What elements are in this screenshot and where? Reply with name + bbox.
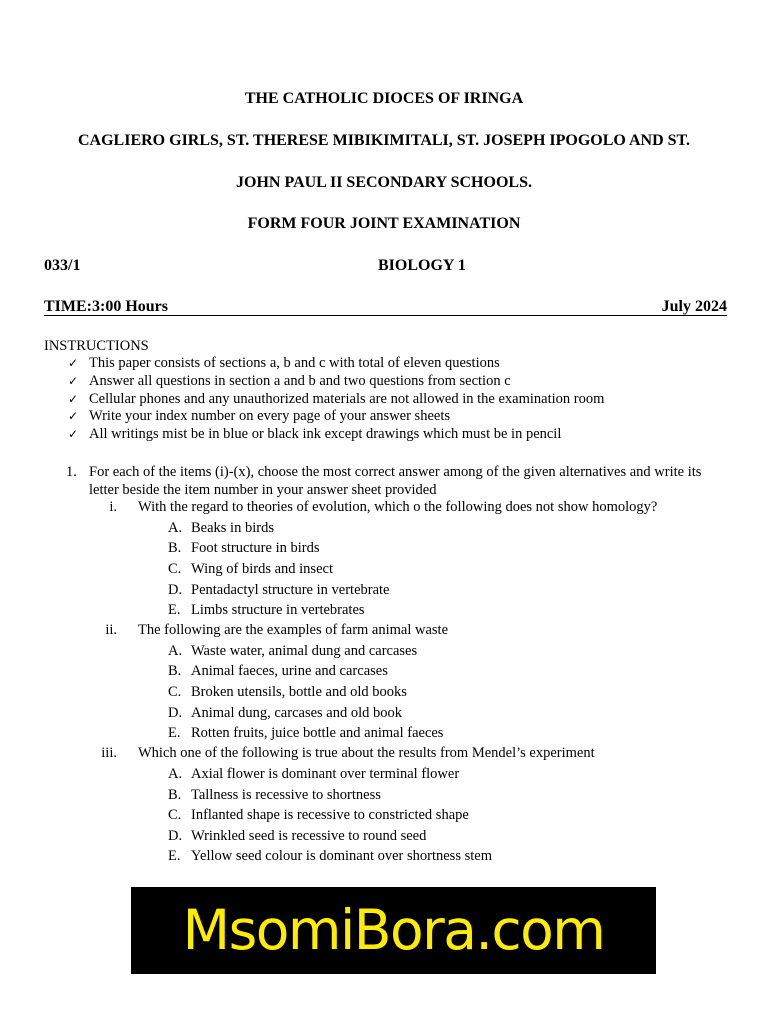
instruction-text: All writings mist be in blue or black ink except drawings which must be in pencil [89,426,562,443]
schools-line-2: JOHN PAUL II SECONDARY SCHOOLS. [236,174,532,191]
item-numeral: ii. [105,622,117,638]
option-letter: D. [168,828,183,844]
option-letter: C. [168,684,182,700]
header-underline [44,315,727,316]
instructions-title: INSTRUCTIONS [44,338,149,354]
option-text: Rotten fruits, juice bottle and animal faeces [191,725,444,741]
diocese-title: THE CATHOLIC DIOCES OF IRINGA [244,90,524,107]
check-icon: ✓ [67,356,79,370]
option-letter: C. [168,561,182,577]
instruction-text: Write your index number on every page of your answer sheets [89,408,450,425]
option-text: Tallness is recessive to shortness [191,787,381,803]
option-text: Yellow seed colour is dominant over shortness stem [191,848,492,864]
option-letter: D. [168,705,183,721]
item-numeral: iii. [101,745,117,761]
option-text: Animal faeces, urine and carcases [191,663,388,679]
option-letter: B. [168,663,182,679]
instruction-text: Cellular phones and any unauthorized materials are not allowed in the examination room [89,390,605,407]
option-text: Waste water, animal dung and carcases [191,643,418,659]
watermark-text: MsomiBora.com [182,898,605,962]
option-text: Broken utensils, bottle and old books [191,684,407,700]
option-letter: B. [168,540,182,556]
option-text: Wing of birds and insect [191,561,333,577]
paper-subject: BIOLOGY 1 [378,257,466,274]
check-icon: ✓ [67,373,79,388]
check-icon: ✓ [67,391,79,406]
option-letter: E. [168,848,181,864]
instruction-text: Answer all questions in section a and b and two questions from section c [89,372,511,389]
question-1 [66,463,728,499]
item-text: With the regard to theories of evolution, which o the following does not show homology? [138,499,658,515]
msomibora-watermark [131,887,656,974]
option-text: Wrinkled seed is recessive to round seed [191,828,427,844]
option-letter: C. [168,807,182,823]
exam-date: July 2024 [661,298,727,315]
option-text: Animal dung, carcases and old book [191,705,403,721]
option-letter: A. [168,520,183,536]
item-text: Which one of the following is true about the results from Mendel’s experiment [138,745,595,761]
item-numeral: i. [109,499,117,515]
schools-line-1: CAGLIERO GIRLS, ST. THERESE MIBIKIMITALI, ST. JOSEPH IPOGOLO AND ST. [78,132,690,149]
option-letter: E. [168,602,181,618]
item-text: The following are the examples of farm animal waste [138,622,449,638]
option-letter: D. [168,582,183,598]
exam-time: TIME:3:00 Hours [44,298,168,315]
option-letter: A. [168,643,183,659]
paper-code: 033/1 [44,257,81,274]
option-text: Foot structure in birds [191,540,320,556]
question-stem: For each of the items (i)-(x), choose the most correct answer among of the given alternatives and write its letter beside the item number in your answer sheet provided [89,464,702,498]
option-letter: A. [168,766,183,782]
option-text: Beaks in birds [191,520,274,536]
exam-title: FORM FOUR JOINT EXAMINATION [247,215,521,232]
option-letter: B. [168,787,182,803]
check-icon: ✓ [67,427,79,442]
option-letter: E. [168,725,181,741]
option-text: Limbs structure in vertebrates [191,602,365,618]
option-text: Inflanted shape is recessive to constricted shape [191,807,469,823]
option-text: Pentadactyl structure in vertebrate [191,582,390,598]
option-text: Axial flower is dominant over terminal flower [191,766,460,782]
check-icon: ✓ [67,409,79,424]
question-number: 1. [66,464,77,480]
instruction-text: This paper consists of sections a, b and c with total of eleven questions [89,355,500,371]
